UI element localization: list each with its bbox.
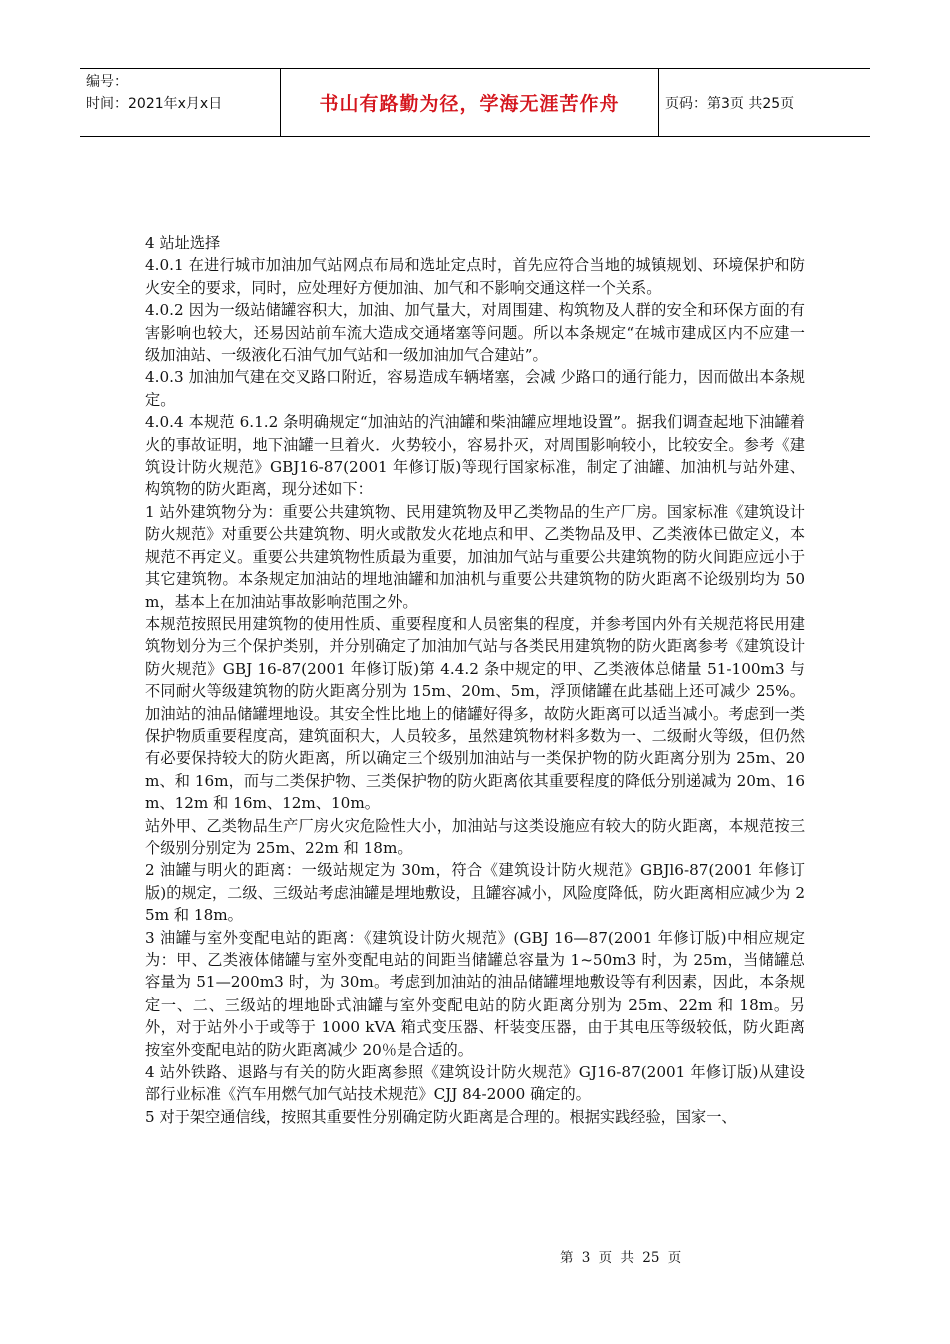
paragraph: 5 对于架空通信线，按照其重要性分别确定防火距离是合理的。根据实践经验，国家一、 (145, 1107, 737, 1126)
paragraph: 1 站外建筑物分为：重要公共建筑物、民用建筑物及甲乙类物品的生产厂房。国家标准《建筑设计防火规范》对重要公共建筑物、明火或散发火花地点和甲、乙类物品及甲、乙类液体已做定义，本规范不再定义。重要公共建筑物性质最为重要，加油加气站与重要公共建筑物的防火间距应远小于其它建筑物。本条规定加油站的埋地油罐和加油机与重要公共建筑物的防火距离不论级别均为 50m，基本上在加油站事故影响范围之外。 (145, 502, 805, 611)
paragraph: 4.0.4 本规范 6.1.2 条明确规定“加油站的汽油罐和柴油罐应埋地设置”。据我们调查起地下油罐着火的事故证明，地下油罐一旦着火．火势较小，容易扑灭，对周围影响较小，比较安全。参考《建筑设计防火规范》GBJ16-87(2001 年修订版)等现行国家标准，制定了油罐、加油机与站外建、构筑物的防火距离，现分述如下： (145, 413, 805, 499)
document-body (145, 232, 805, 1128)
section-heading: 4 站址选择 (145, 234, 221, 252)
document-number-label: 编号： (86, 74, 128, 90)
paragraph: 2 油罐与明火的距离：一级站规定为 30m，符合《建筑设计防火规范》GBJl6-87(2001 年修订版)的规定，二级、三级站考虑油罐是埋地敷设，且罐容减小，风险度降低，防火距离相应减少为 25m 和 18m。 (145, 861, 805, 925)
page-header (80, 68, 870, 137)
header-motto: 书山有路勤为径，学海无涯苦作舟 (319, 93, 620, 115)
header-meta (86, 71, 282, 115)
paragraph: 4.0.2 因为一级站储罐容积大，加油、加气量大，对周围建、构筑物及人群的安全和环保方面的有害影响也较大，还易因站前车流大造成交通堵塞等问题。所以本条规定“在城市建成区内不应建一级加油站、一级液化石油气加气站和一级加油加气合建站”。 (145, 301, 805, 365)
paragraph: 4.0.1 在进行城市加油加气站网点布局和选址定点时，首先应符合当地的城镇规划、环境保护和防火安全的要求，同时，应处理好方便加油、加气和不影响交通这样一个关系。 (145, 256, 805, 297)
header-divider (658, 69, 659, 136)
page-footer: 第 3 页 共 25 页 (560, 1250, 682, 1266)
header-page-info: 页码：第3页 共25页 (665, 95, 795, 112)
paragraph: 本规范按照民用建筑物的使用性质、重要程度和人员密集的程度，并参考国内外有关规范将民用建筑物划分为三个保护类别，并分别确定了加油加气站与各类民用建筑物的防火距离参考《建筑设计防火规范》GBJ 16-87(2001 年修订版)第 4.4.2 条中规定的甲、乙类液体总储量 51-100m3 与不同耐火等级建筑物的防火距离分别为 15m、20m、5m，浮顶储罐在此基础上还可减少 25%。加油站的油品储罐埋地设。其安全性比地上的储罐好得多，故防火距离可以适当减小。考虑到一类保护物质重要程度高，建筑面积大，人员较多，虽然建筑物材料多数为一、二级耐火等级，但仍然有必要保持较大的防火距离，所以确定三个级别加油站与一类保护物的防火距离分别为 25m、20m、和 16m，而与二类保护物、三类保护物的防火距离依其重要程度的降低分别递减为 20m、16m、12m 和 16m、12m、10m。 (145, 614, 805, 813)
paragraph: 3 油罐与室外变配电站的距离：《建筑设计防火规范》(GBJ 16—87(2001 年修订版)中相应规定为：甲、乙类液体储罐与室外变配电站的间距当储罐总容量为 1~50m3 时，为 25m，当储罐总容量为 51—200m3 时，为 30m。考虑到加油站的油品储罐埋地敷设等有利因素，因此，本条规定一、二、三级站的埋地卧式油罐与室外变配电站的防火距离分别为 25m、22m 和 18m。另外，对于站外小于或等于 1000 kVA 箱式变压器、杆装变压器，由于其电压等级较低，防火距离按室外变配电站的防火距离减少 20％是合适的。 (145, 928, 805, 1059)
paragraph: 4 站外铁路、退路与有关的防火距离参照《建筑设计防火规范》GJ16-87(2001 年修订版)从建设部行业标准《汽车用燃气加气站技术规范》CJJ 84-2000 确定的。 (145, 1063, 805, 1104)
paragraph: 站外甲、乙类物品生产厂房火灾危险性大小，加油站与这类设施应有较大的防火距离，本规范按三个级别分别定为 25m、22m 和 18m。 (145, 816, 805, 857)
paragraph: 4.0.3 加油加气建在交叉路口附近，容易造成车辆堵塞，会减 少路口的通行能力，因而做出本条规定。 (145, 368, 805, 409)
document-date: 时间：2021年x月x日 (86, 96, 223, 112)
